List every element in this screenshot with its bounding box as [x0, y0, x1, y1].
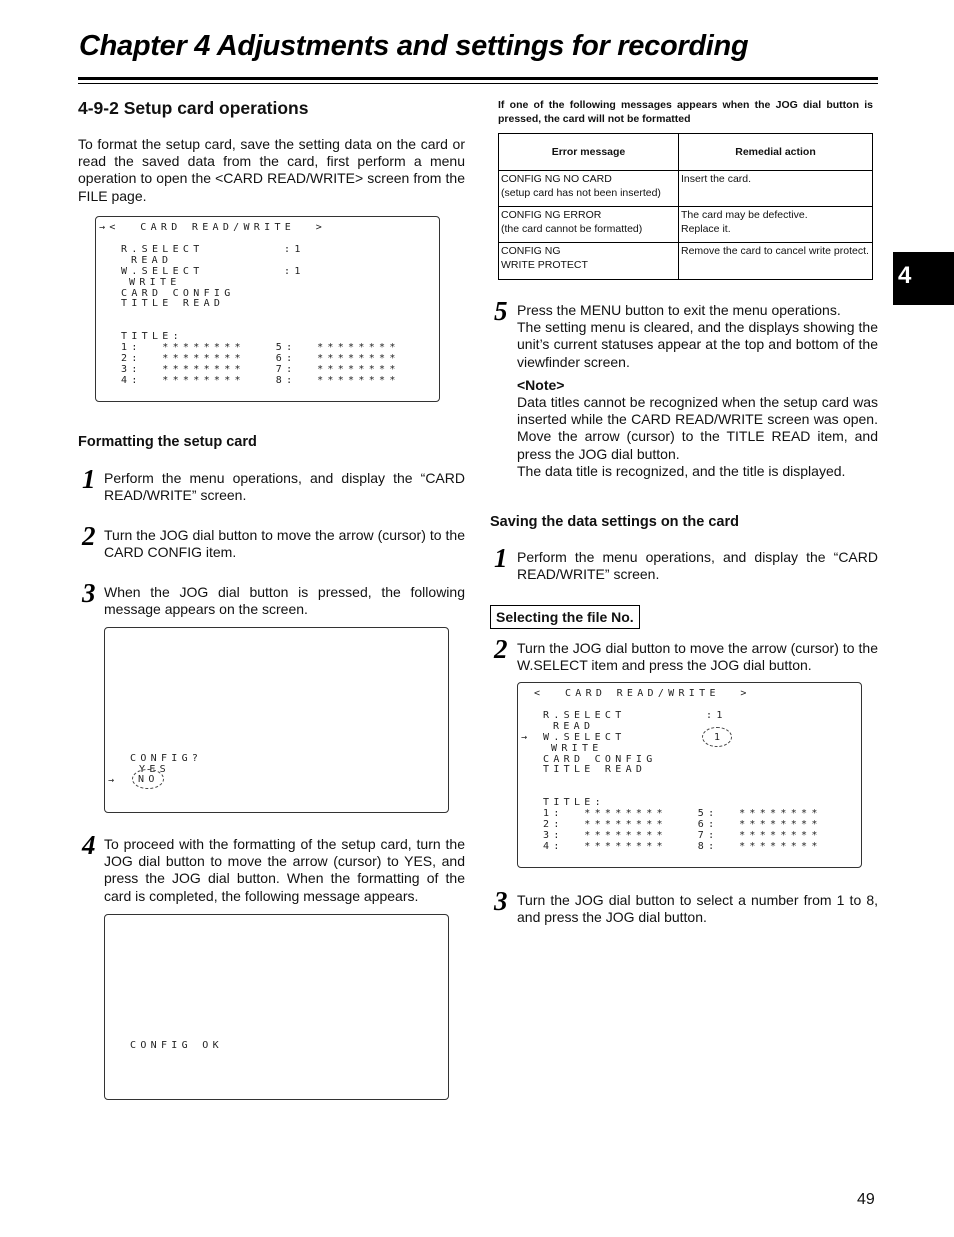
title-row: 4: ******** 8: ******** [543, 841, 822, 852]
title-row: 2: ******** 6: ******** [121, 353, 400, 364]
table-header-row [499, 134, 873, 171]
chapter-title: Chapter 4 Adjustments and settings for recording [79, 30, 749, 62]
title-read-item: TITLE READ [543, 764, 647, 775]
error-message-cell [499, 171, 679, 207]
step-number: 3 [494, 886, 508, 916]
header-rule-thick [78, 77, 878, 80]
r-select-value: :1 [706, 710, 727, 721]
title-label: TITLE: [543, 797, 605, 808]
config-question: CONFIG? [130, 753, 203, 764]
step-text: Perform the menu operations, and display the “CARD READ/WRITE” screen. [517, 549, 878, 583]
w-select-item: W.SELECT [121, 266, 204, 277]
read-item: READ [131, 255, 173, 266]
r-select-item: R.SELECT [121, 244, 204, 255]
step-number: 3 [82, 578, 96, 608]
note-text: Data titles cannot be recognized when the setup card was inserted while the CARD READ/WRITE screen was open. Move the arrow (cursor) to the TITLE READ item, and press the JOG dial button. [517, 394, 878, 462]
step-number: 5 [494, 296, 508, 326]
r-select-value: :1 [284, 244, 305, 255]
page-number: 49 [857, 1191, 875, 1208]
cursor-arrow: → [521, 732, 532, 743]
w-select-value: 1 [714, 732, 725, 743]
step-number: 4 [82, 830, 96, 860]
w-select-item: W.SELECT [543, 732, 626, 743]
title-row: 4: ******** 8: ******** [121, 375, 400, 386]
remedial-action-cell [679, 243, 873, 280]
config-ok-screen [104, 914, 449, 1100]
read-item: READ [553, 721, 595, 732]
error-message-cell [499, 243, 679, 280]
error-detail: (the card cannot be formatted) [501, 223, 643, 235]
card-read-write-screen [95, 216, 440, 402]
step-text: Turn the JOG dial button to move the arrow (cursor) to the CARD CONFIG item. [104, 527, 465, 561]
note-text: The data title is recognized, and the title is displayed. [517, 462, 846, 479]
write-item: WRITE [551, 743, 603, 754]
table-row [499, 171, 873, 207]
write-item: WRITE [129, 277, 181, 288]
remedial-action-cell [679, 207, 873, 243]
step-number: 2 [82, 521, 96, 551]
remedial-action: Replace it. [681, 223, 731, 235]
step-number: 1 [494, 543, 508, 573]
error-table [498, 133, 873, 280]
error-detail: (setup card has not been inserted) [501, 187, 661, 199]
note-label: <Note> [517, 376, 565, 393]
title-row: 3: ******** 7: ******** [543, 830, 822, 841]
remedial-action: Insert the card. [681, 173, 752, 185]
yes-option: YES [139, 764, 170, 775]
header-rule-thin [78, 83, 878, 84]
screen-header: < CARD READ/WRITE > [534, 688, 751, 699]
screen-header: →< CARD READ/WRITE > [99, 222, 327, 233]
step-text: Perform the menu operations, and display the “CARD READ/WRITE” screen. [104, 470, 465, 504]
step5-text [517, 302, 878, 480]
step5-line: Press the MENU button to exit the menu operations. [517, 302, 841, 318]
step-text: When the JOG dial button is pressed, the following message appears on the screen. [104, 584, 465, 618]
cursor-arrow: → [108, 775, 119, 786]
remedial-action-cell [679, 171, 873, 207]
error-detail: WRITE PROTECT [501, 259, 588, 271]
format-warning: If one of the following messages appears when the JOG dial button is pressed, the card will not be formatted [498, 99, 873, 125]
remedial-action: Remove the card to cancel write protect. [681, 245, 869, 257]
error-message: CONFIG NG NO CARD [501, 173, 612, 185]
selecting-file-label: Selecting the file No. [490, 605, 640, 629]
formatting-heading: Formatting the setup card [78, 434, 257, 450]
table-row [499, 243, 873, 280]
column-header: Error message [499, 134, 679, 171]
no-option: NO [138, 774, 159, 785]
title-row: 1: ******** 5: ******** [543, 808, 822, 819]
title-label: TITLE: [121, 331, 183, 342]
step-text: Turn the JOG dial button to move the arrow (cursor) to the W.SELECT item and press the JOG dial button. [517, 640, 878, 674]
config-confirm-screen [104, 627, 449, 813]
card-config-item: CARD CONFIG [121, 288, 235, 299]
card-read-write-screen-wselect [517, 682, 862, 868]
title-row: 1: ******** 5: ******** [121, 342, 400, 353]
error-message-cell [499, 207, 679, 243]
config-ok-message: CONFIG OK [130, 1040, 223, 1051]
intro-paragraph: To format the setup card, save the setting data on the card or read the saved data from the card, first perform a menu operation to open the <CARD READ/WRITE> screen from the FILE page. [78, 136, 465, 204]
error-message: CONFIG NG [501, 245, 561, 257]
table-row [499, 207, 873, 243]
title-row: 2: ******** 6: ******** [543, 819, 822, 830]
title-read-item: TITLE READ [121, 298, 225, 309]
step-text: Turn the JOG dial button to select a number from 1 to 8, and press the JOG dial button. [517, 892, 878, 926]
title-row: 3: ******** 7: ******** [121, 364, 400, 375]
saving-heading: Saving the data settings on the card [490, 514, 739, 530]
w-select-value: :1 [284, 266, 305, 277]
step-text: To proceed with the formatting of the setup card, turn the JOG dial button to move the arrow (cursor) to YES, and press the JOG dial button. When the formatting of the card is completed, the following message appears. [104, 836, 465, 904]
remedial-action: The card may be defective. [681, 209, 808, 221]
error-message: CONFIG NG ERROR [501, 209, 602, 221]
step5-line: The setting menu is cleared, and the displays showing the unit’s current statuses appear at the top and bottom of the viewfinder screen. [517, 319, 878, 370]
step-number: 1 [82, 464, 96, 494]
chapter-tab: 4 [893, 252, 954, 305]
r-select-item: R.SELECT [543, 710, 626, 721]
step-number: 2 [494, 634, 508, 664]
section-title: 4-9-2 Setup card operations [78, 98, 309, 118]
column-header: Remedial action [679, 134, 873, 171]
card-config-item: CARD CONFIG [543, 754, 657, 765]
